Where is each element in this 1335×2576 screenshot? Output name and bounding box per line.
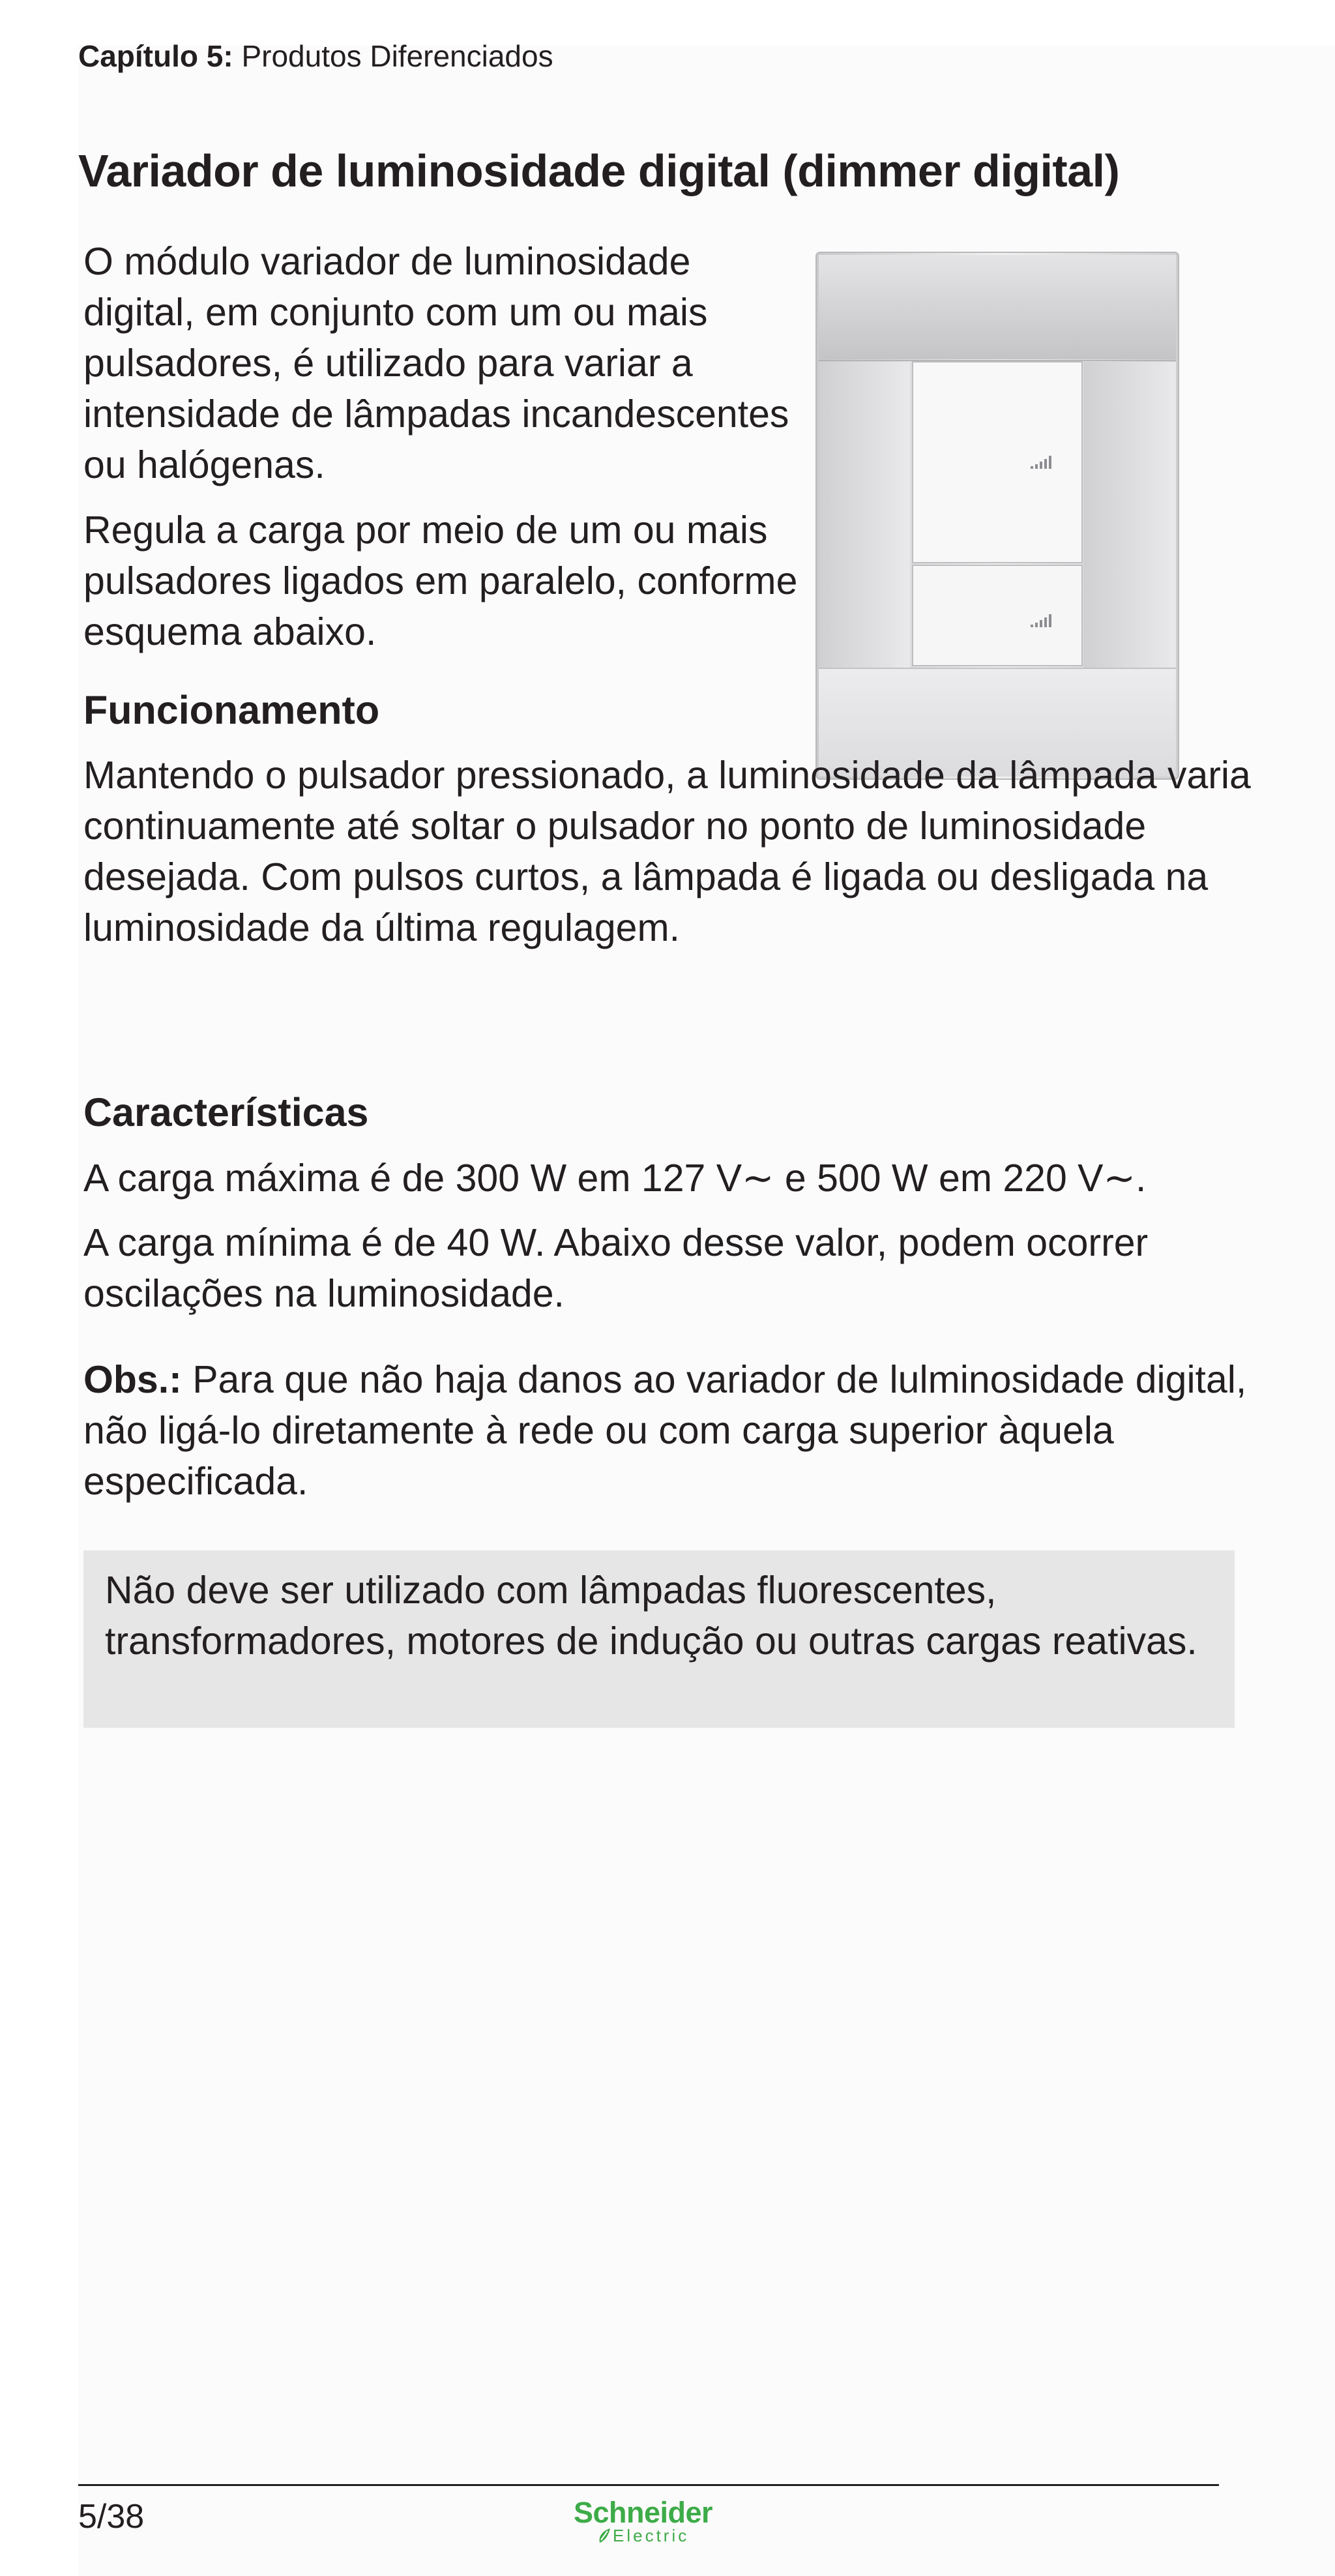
funcionamento-text-content: Mantendo o pulsador pressionado, a luminosidade da lâmpada varia continuamente até soltar o pulsador no ponto de luminosidade desejada. Com pulsos curtos, a lâmpada é ligada ou desligada na luminosidade da última regulagem. bbox=[83, 754, 1251, 949]
chapter-label: Capítulo 5: bbox=[78, 39, 233, 73]
warning-note-box bbox=[83, 1550, 1235, 1728]
page-title: Variador de luminosidade digital (dimmer digital) bbox=[78, 145, 1120, 196]
load-min-text: A carga mínima é de 40 W. Abaixo desse valor, podem ocorrer oscilações na luminosidade. bbox=[83, 1221, 1149, 1315]
chapter-title: Produtos Diferenciados bbox=[241, 39, 553, 73]
page-number: 5/38 bbox=[78, 2498, 145, 2536]
logo-brand-name: Schneider bbox=[574, 2496, 713, 2529]
intro-paragraph-1: O módulo variador de luminosidade digital, em conjunto com um ou mais pulsadores, é utilizado para variar a intensidade de lâmpadas incandescentes ou halógenas. bbox=[83, 240, 789, 486]
dimmer-switch-image bbox=[815, 251, 1180, 782]
obs-paragraph bbox=[83, 1354, 1257, 1507]
warning-note-text: Não deve ser utilizado com lâmpadas fluorescentes, transformadores, motores de indução ou outras cargas reativas. bbox=[105, 1569, 1197, 1663]
funcionamento-text bbox=[83, 750, 1257, 953]
obs-label: Obs.: bbox=[83, 1358, 182, 1401]
schneider-electric-logo bbox=[574, 2497, 730, 2549]
funcionamento-heading: Funcionamento bbox=[83, 688, 380, 732]
obs-text: Para que não haja danos ao variador de lulminosidade digital, não ligá-lo diretamente à rede ou com carga superior àquela especificada. bbox=[83, 1358, 1247, 1503]
load-max-text: A carga máxima é de 300 W em 127 V∼ e 500 W em 220 V∼. bbox=[83, 1157, 1147, 1200]
caracteristicas-heading: Características bbox=[83, 1090, 369, 1134]
chapter-header bbox=[78, 38, 553, 74]
intro-paragraph-2: Regula a carga por meio de um ou mais pulsadores ligados em paralelo, conforme esquema abaixo. bbox=[83, 509, 798, 653]
footer-divider bbox=[78, 2484, 1219, 2486]
leaf-icon bbox=[597, 2527, 611, 2544]
logo-brand-sub: Electric bbox=[613, 2526, 690, 2545]
